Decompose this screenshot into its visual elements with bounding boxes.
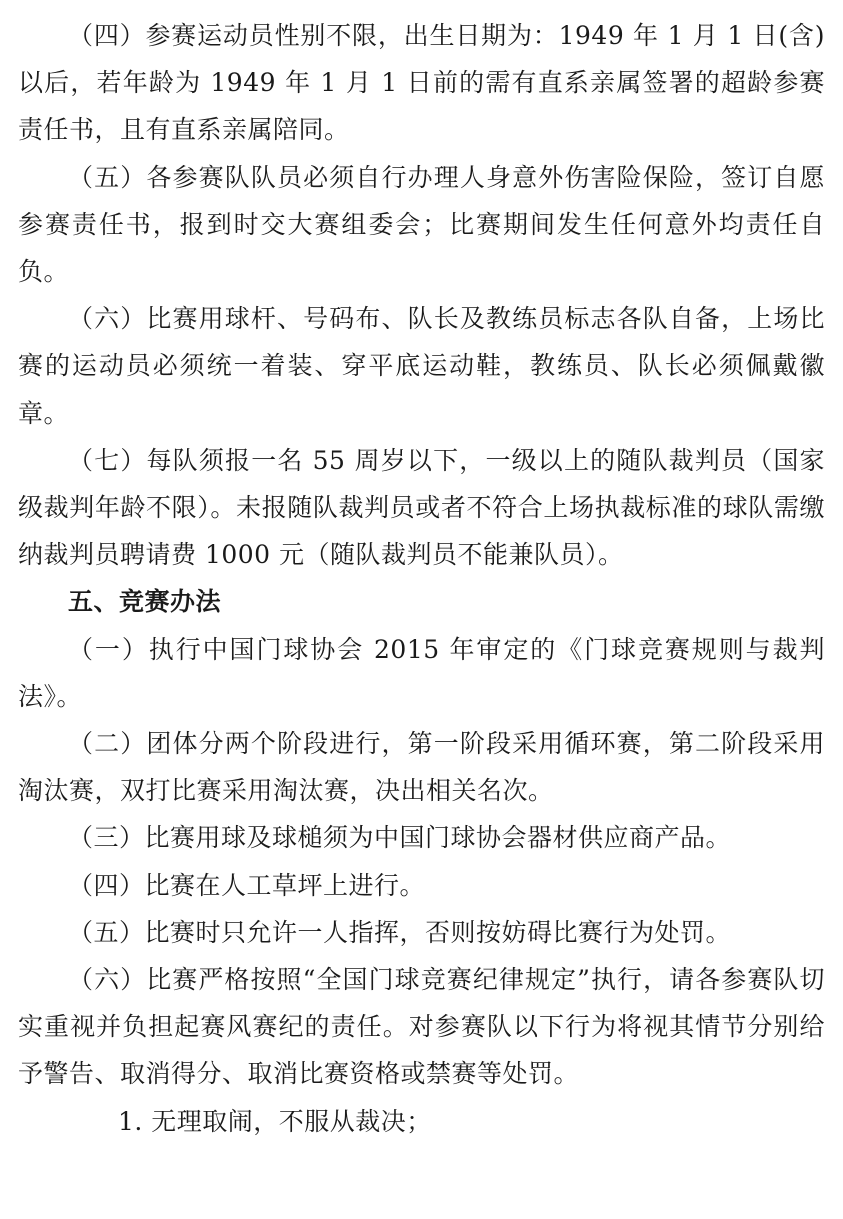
paragraph-equipment: （六）比赛用球杆、号码布、队长及教练员标志各队自备，上场比赛的运动员必须统一着装、穿平底运动鞋，教练员、队长必须佩戴徽章。 — [18, 304, 825, 428]
paragraph-insurance: （五）各参赛队队员必须自行办理人身意外伤害险保险，签订自愿参赛责任书，报到时交大赛组委会；比赛期间发生任何意外均责任自负。 — [18, 162, 825, 287]
paragraph-athlete-age: （四）参赛运动员性别不限，出生日期为：1949 年 1 月 1 日(含)以后，若年龄为 1949 年 1 月 1 日前的需有直系亲属签署的超龄参赛责任书，且有直系亲属陪同。 — [18, 21, 825, 145]
paragraph-turf: （四）比赛在人工草坪上进行。 — [68, 870, 426, 900]
paragraph-command: （五）比赛时只允许一人指挥，否则按妨碍比赛行为处罚。 — [68, 917, 732, 947]
paragraph-discipline: （六）比赛严格按照“全国门球竞赛纪律规定”执行，请各参赛队切实重视并负担起赛风赛纪的责任。对参赛队以下行为将视其情节分别给予警告、取消得分、取消比赛资格或禁赛等处罚。 — [18, 965, 825, 1089]
paragraph-stages: （二）团体分两个阶段进行，第一阶段采用循环赛，第二阶段采用淘汰赛，双打比赛采用淘汰赛，决出相关名次。 — [18, 729, 825, 806]
paragraph-referee: （七）每队须报一名 55 周岁以下，一级以上的随队裁判员（国家级裁判年龄不限）。未报随队裁判员或者不符合上场执裁标准的球队需缴纳裁判员聘请费 1000 元（随队裁判员不能兼队员）。 — [18, 445, 825, 570]
section-heading-competition-method: 五、竞赛办法 — [68, 587, 222, 617]
list-item-1: 1. 无理取闹，不服从裁决； — [118, 1106, 432, 1136]
paragraph-balls: （三）比赛用球及球槌须为中国门球协会器材供应商产品。 — [68, 823, 732, 853]
paragraph-rules: （一）执行中国门球协会 2015 年审定的《门球竞赛规则与裁判法》。 — [18, 634, 825, 711]
